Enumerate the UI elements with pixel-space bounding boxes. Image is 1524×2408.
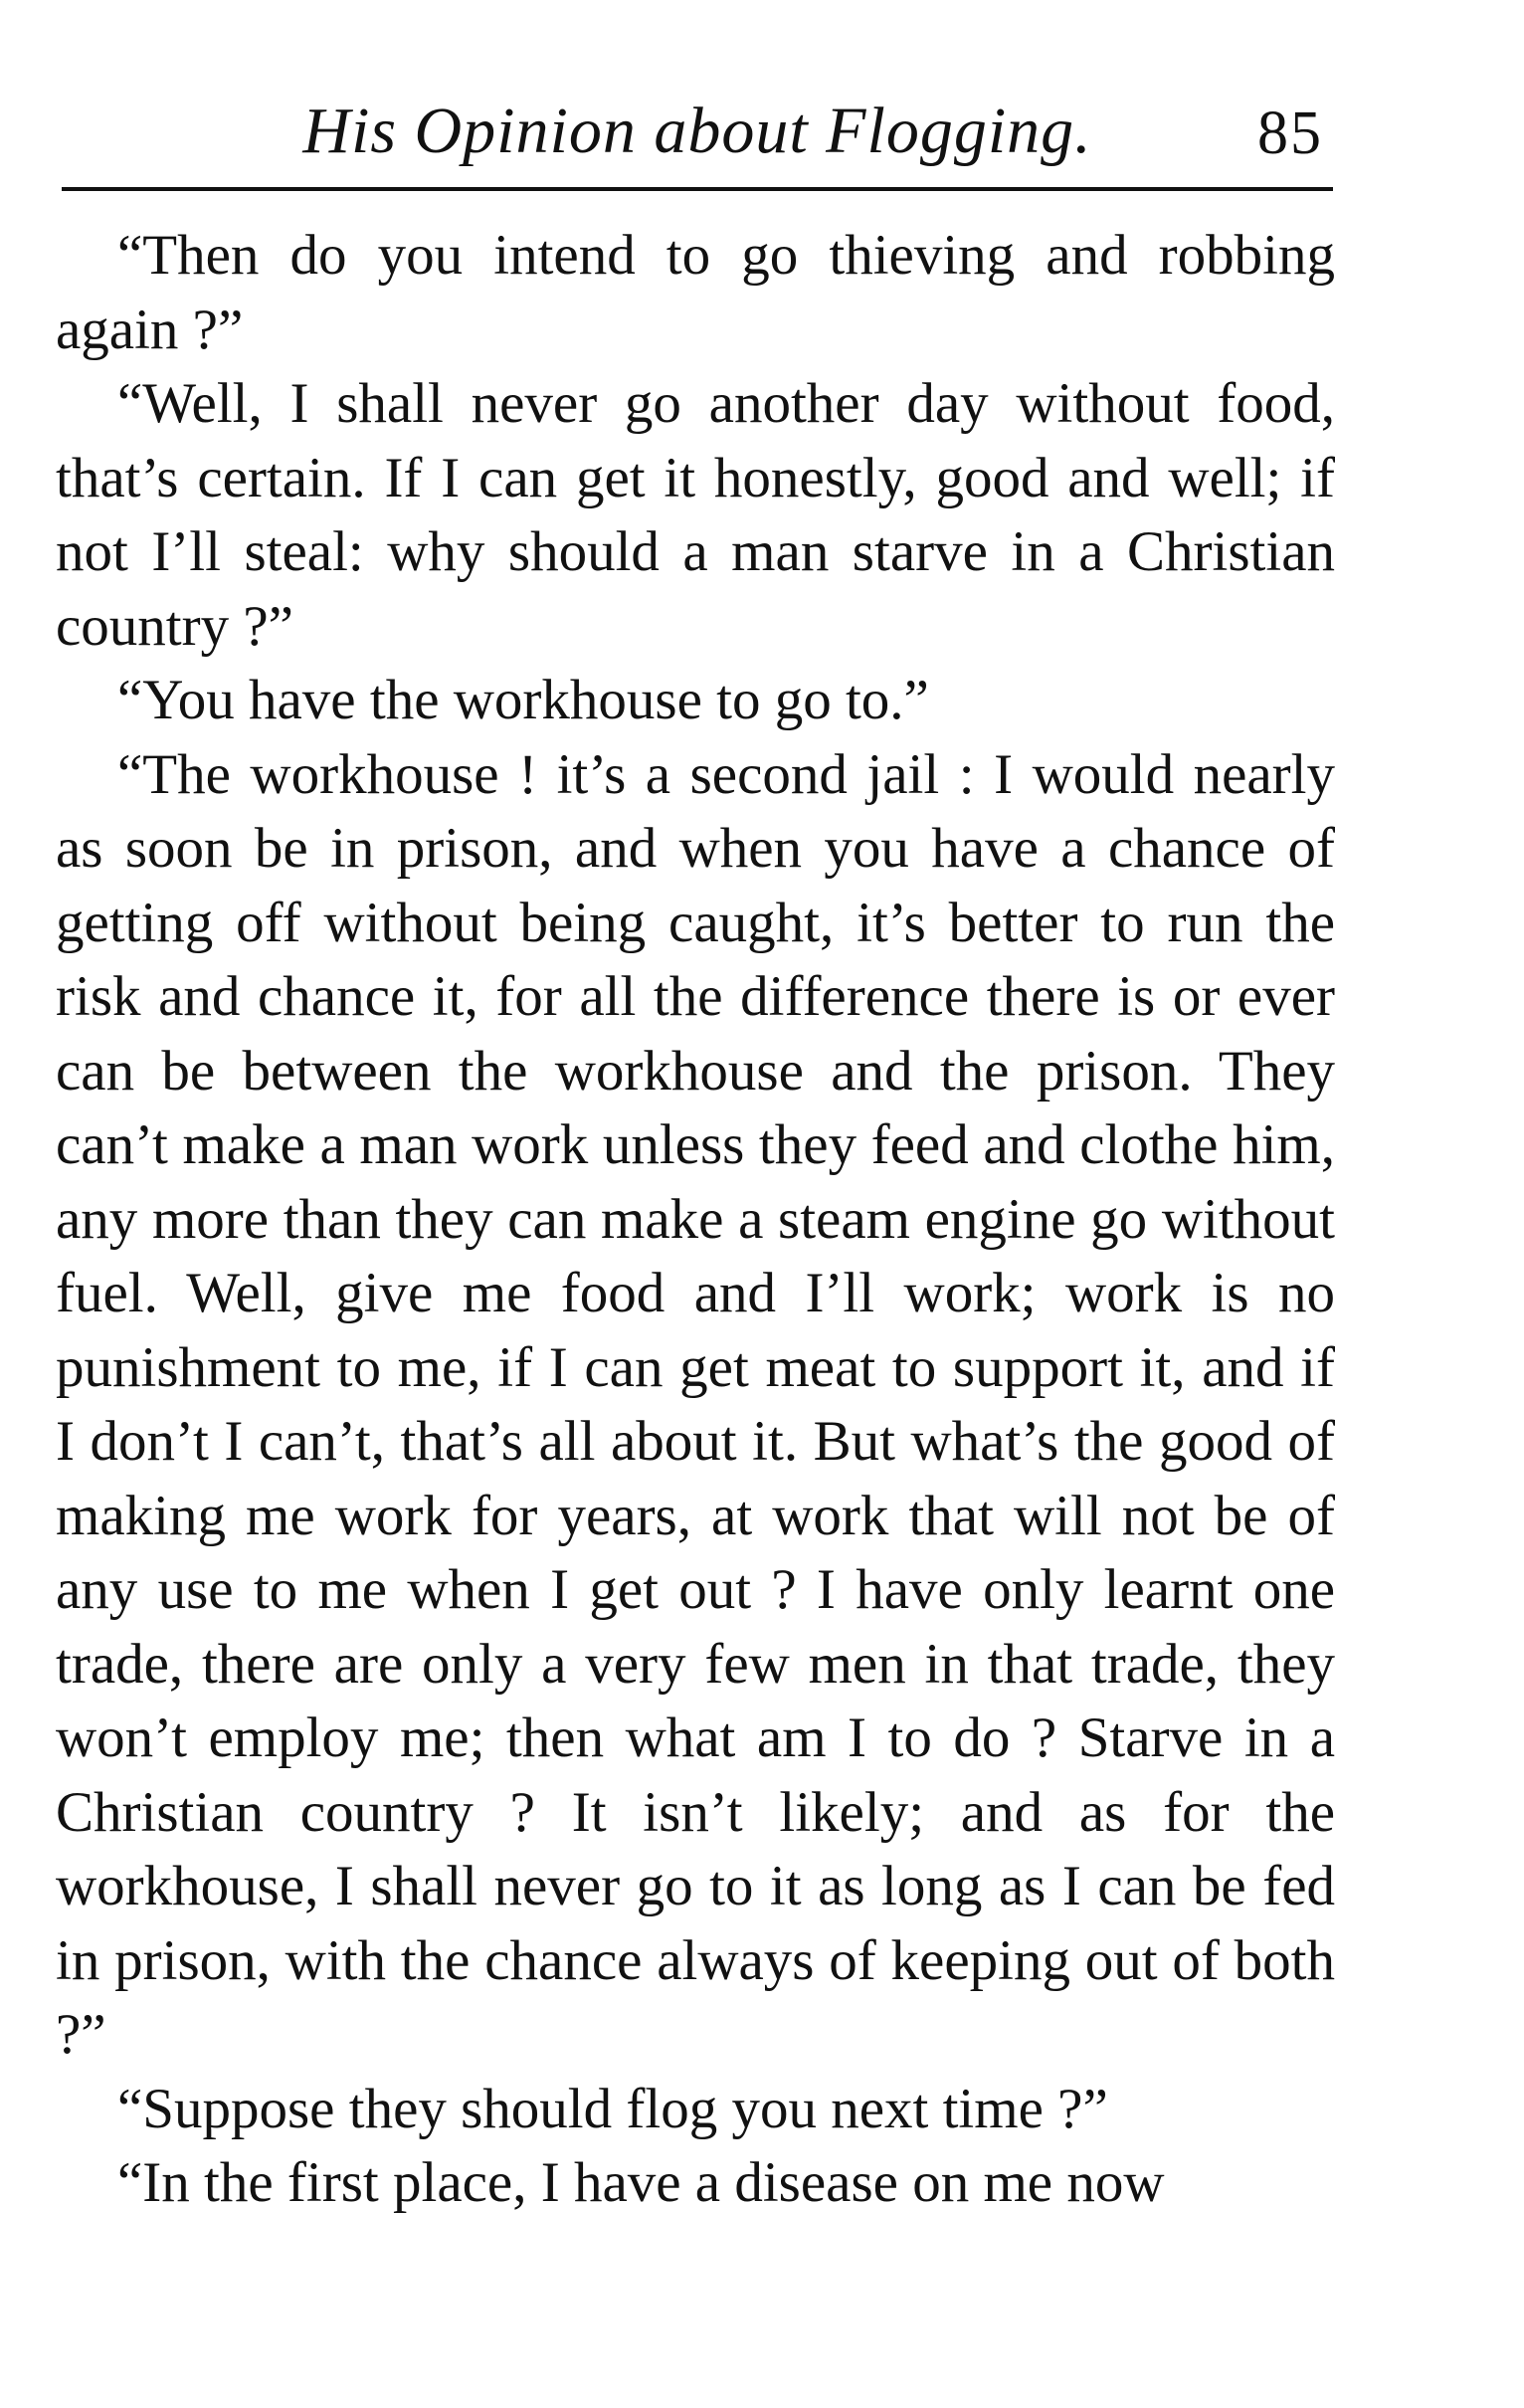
paragraph: “Suppose they should flog you next time ?” [117,2077,1108,2140]
paragraph: “Well, I shall never go another day without food, that’s certain. If I can get it honestly, good and well; if not I’ll steal: why should a man starve in a Christian country ?” [56,372,1335,658]
paragraph: “In the first place, I have a disease on me now [117,2151,1165,2214]
running-title: His Opinion about Flogging. [302,95,1092,167]
header-rule [62,187,1333,191]
body-text [56,219,1335,2221]
running-head [62,80,1333,189]
paragraph: “The workhouse ! it’s a second jail : I would nearly as soon be in prison, and when you have a chance of getting off without being caught, it’s better to run the risk and chance it, for all the difference there is or ever can be between the workhouse and the prison. They can’t make a man work unless they feed and clothe him, any more than they can make a steam engine go without fuel. Well, give me food and I’ll work; work is no punishment to me, if I can get meat to support it, and if I don’t I can’t, that’s all about it. But what’s the good of making me work for years, at work that will not be of any use to me when I get out ? I have only learnt one trade, there are only a very few men in that trade, they won’t employ me; then what am I to do ? Starve in a Christian country ? It isn’t likely; and as for the workhouse, I shall never go to it as long as I can be fed in prison, with the chance always of keeping out of both ?” [56,742,1335,2066]
page-number: 85 [1257,100,1323,167]
paragraph: “You have the workhouse to go to.” [117,669,929,731]
paragraph: “Then do you intend to go thieving and robbing again ?” [56,224,1335,361]
